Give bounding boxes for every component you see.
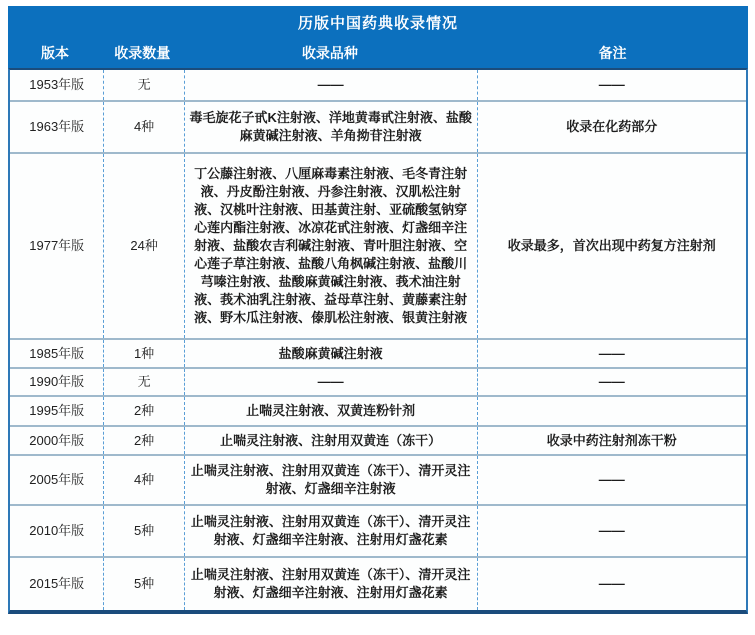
version-cell: 1985年版: [29, 345, 85, 361]
count-cell: 1种: [103, 340, 183, 367]
count-cell: 无: [103, 369, 183, 395]
remark-cell: [477, 397, 746, 425]
version-cell: 2010年版: [29, 523, 85, 538]
count-cell: 5种: [103, 558, 183, 610]
remark-cell: ——: [477, 506, 746, 556]
table-title: 历版中国药典收录情况: [297, 14, 458, 32]
table-row: [10, 395, 746, 425]
table-header: [8, 6, 748, 68]
count-cell: 2种: [103, 397, 183, 425]
count-cell: 2种: [103, 427, 183, 454]
remark-cell: 收录最多，首次出现中药复方注射剂: [477, 154, 746, 338]
count-cell: 4种: [103, 102, 183, 152]
version-cell: 1977年版: [29, 238, 85, 253]
table-row: [10, 100, 746, 152]
version-cell: 1995年版: [29, 403, 85, 418]
version-cell: 1953年版: [29, 77, 85, 92]
version-cell: 2015年版: [29, 576, 85, 591]
count-cell: 4种: [103, 456, 183, 504]
count-cell: 无: [103, 70, 183, 100]
table-row: [10, 367, 746, 395]
remark-cell: ——: [477, 558, 746, 610]
varieties-cell: 毒毛旋花子甙K注射液、洋地黄毒甙注射液、盐酸麻黄碱注射液、羊角拗苷注射液: [184, 102, 477, 152]
column-header-row: [8, 38, 748, 68]
remark-cell: 收录在化药部分: [477, 102, 746, 152]
varieties-cell: ——: [184, 70, 477, 100]
version-cell: 1990年版: [29, 374, 85, 389]
varieties-cell: 止喘灵注射液、注射用双黄连（冻干）、清开灵注射液、灯盏细辛注射液、注射用灯盏花素: [184, 506, 477, 556]
varieties-cell: 止喘灵注射液、双黄连粉针剂: [184, 397, 477, 425]
version-cell: 1963年版: [29, 119, 85, 134]
varieties-cell: 止喘灵注射液、注射用双黄连（冻干）: [184, 427, 477, 454]
column-header-version: 版本: [40, 45, 69, 61]
varieties-cell: 止喘灵注射液、注射用双黄连（冻干）、清开灵注射液、灯盏细辛注射液: [184, 456, 477, 504]
table-row: [10, 556, 746, 610]
column-header-remark: 备注: [598, 45, 627, 61]
table-row: [10, 504, 746, 556]
table-row: [10, 425, 746, 454]
table-row: [10, 454, 746, 504]
version-cell: 2000年版: [29, 432, 85, 448]
remark-cell: ——: [477, 70, 746, 100]
column-header-count: 收录数量: [114, 45, 171, 61]
remark-cell: ——: [477, 369, 746, 395]
table-row: [10, 70, 746, 100]
pharmacopoeia-table: [8, 6, 748, 614]
count-cell: 5种: [103, 506, 183, 556]
table-row: [10, 152, 746, 338]
varieties-cell: ——: [184, 369, 477, 395]
table-row: [10, 338, 746, 367]
page: [0, 6, 755, 635]
remark-cell: ——: [477, 340, 746, 367]
varieties-cell: 丁公藤注射液、八厘麻毒素注射液、毛冬青注射液、丹皮酚注射液、丹参注射液、汉肌松注射液、汉桃叶注射液、田基黄注射、亚硫酸氢钠穿心莲内酯注射液、冰凉花甙注射液、灯盏细辛注射液、盐酸农吉利碱注射液、青叶胆注射液、空心莲子草注射液、盐酸八角枫碱注射液、盐酸川芎嗪注射液、盐酸麻黄碱注射液、莪术油注射液、莪术油乳注射液、益母草注射、黄藤素注射液、野木瓜注射液、傣肌松注射液、银黄注射液: [184, 154, 477, 338]
remark-cell: ——: [477, 456, 746, 504]
varieties-cell: 止喘灵注射液、注射用双黄连（冻干）、清开灵注射液、灯盏细辛注射液、注射用灯盏花素: [184, 558, 477, 610]
column-header-varieties: 收录品种: [301, 45, 358, 61]
table-body: [8, 68, 748, 614]
varieties-cell: 盐酸麻黄碱注射液: [184, 340, 477, 367]
version-cell: 2005年版: [29, 472, 85, 487]
remark-cell: 收录中药注射剂冻干粉: [477, 427, 746, 454]
count-cell: 24种: [103, 154, 183, 338]
